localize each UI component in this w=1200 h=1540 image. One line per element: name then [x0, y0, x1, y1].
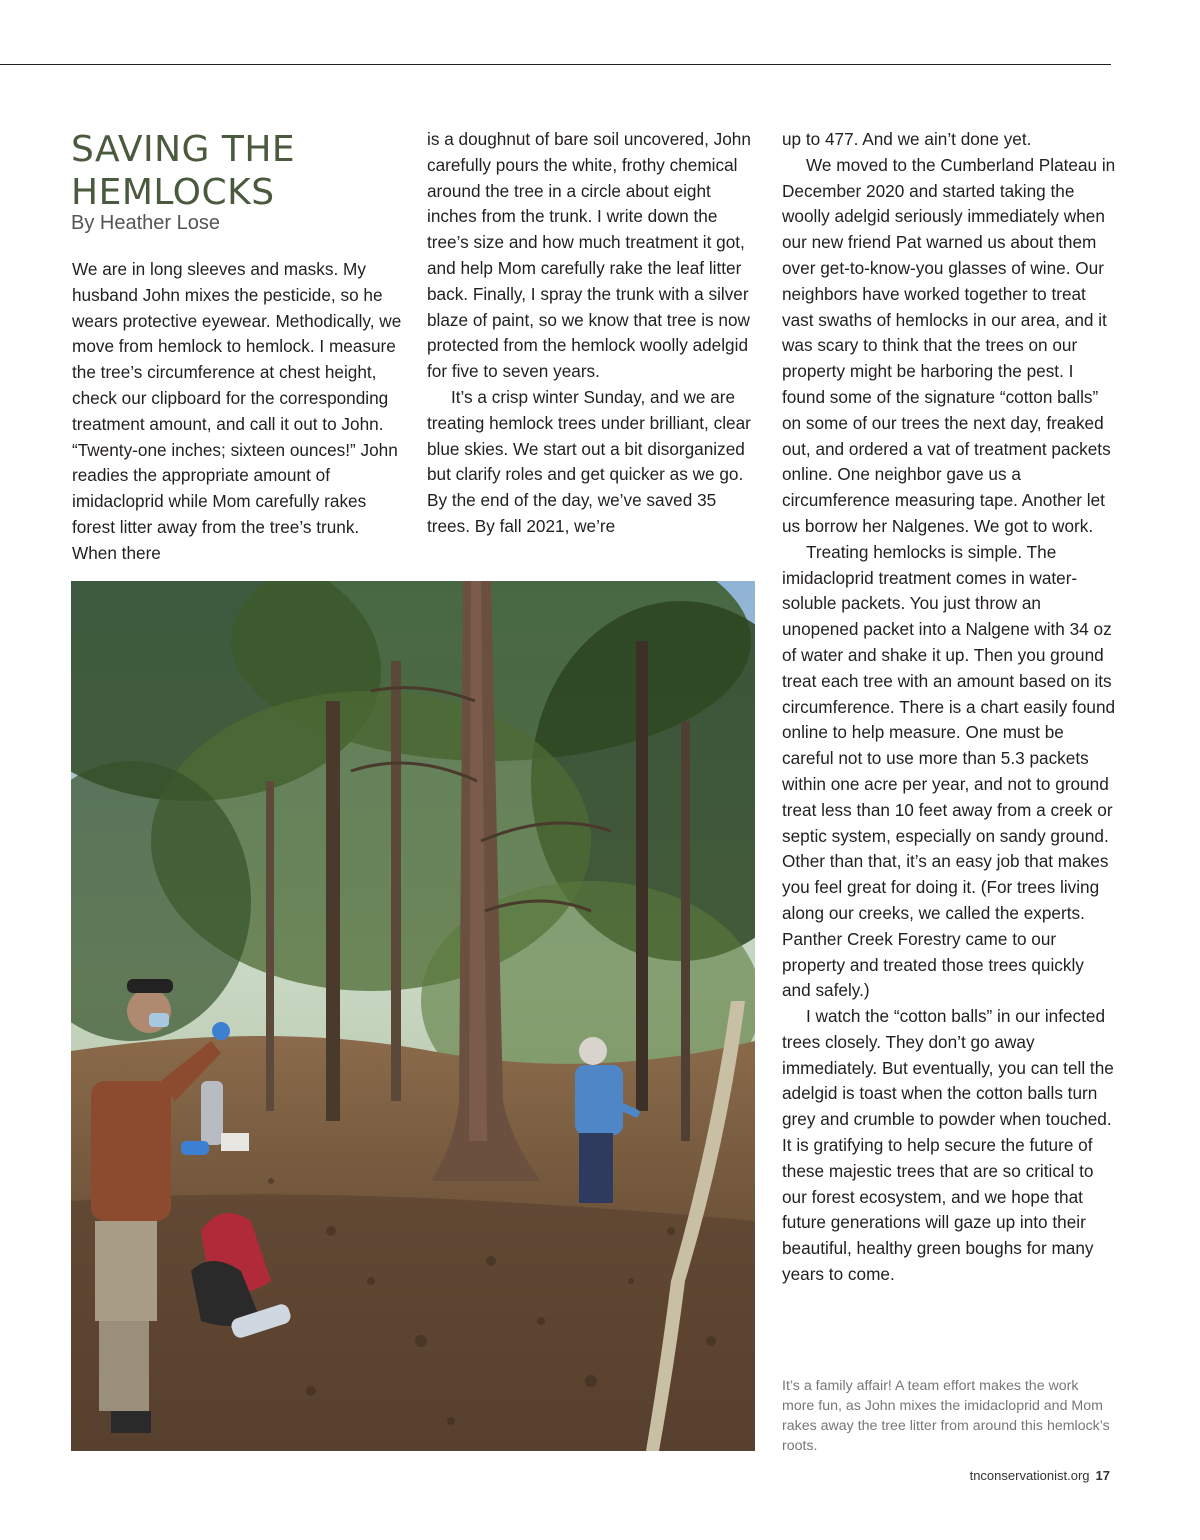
- paragraph: Treating hemlocks is simple. The imidacloprid treatment comes in water-soluble packets. You just throw an unopened packet into a Nalgene with 34 oz of water and shake it up. Then you ground treat each tree with an amount based on its circumference. There is a chart easily found online to help measure. One must be careful not to use more than 5.3 packets within one acre per year, and not to ground treat less than 10 feet away from a creek or septic system, especially on sandy ground. Other than that, it’s an easy job that makes you feel great for doing it. (For trees living along our creeks, we called the experts. Panther Creek Forestry came to our property and treated those trees quickly and safely.): [782, 541, 1116, 1001]
- top-rule: [0, 64, 1111, 65]
- paragraph: is a doughnut of bare soil uncovered, John carefully pours the white, frothy chemical around the tree in a circle about eight inches from the trunk. I write down the tree’s size and how much treatment it got, and help Mom carefully rake the leaf litter back. Finally, I spray the trunk with a silver blaze of paint, so we know that tree is now protected from the hemlock woolly adelgid for five to seven years.: [427, 129, 751, 382]
- paragraph: I watch the “cotton balls” in our infected trees closely. They don’t go away immediately. But eventually, you can tell the adelgid is toast when the cotton balls turn grey and crumble to powder when touched. It is gratifying to help secure the future of these majestic trees that are so critical to our forest ecosystem, and we hope that future generations will gaze up into their beautiful, healthy green boughs for many years to come.: [782, 1006, 1114, 1285]
- page-footer: [970, 1468, 1110, 1483]
- paragraph: up to 477. And we ain’t done yet.: [782, 129, 1032, 149]
- forest-photo: [71, 581, 755, 1451]
- site-url[interactable]: tnconservationist.org: [969, 1468, 1090, 1483]
- paragraph: It’s a crisp winter Sunday, and we are treating hemlock trees under brilliant, clear blue skies. We start out a bit disorganized but clarify roles and get quicker as we go. By the end of the day, we’ve saved 35 trees. By fall 2021, we’re: [427, 386, 751, 536]
- text-column-3: [782, 127, 1117, 1288]
- title-line-1: SAVING THE: [71, 129, 296, 170]
- page-number: 17: [1095, 1468, 1110, 1483]
- paragraph: We are in long sleeves and masks. My husband John mixes the pesticide, so he wears protective eyewear. Methodically, we move from hemlock to hemlock. I measure the tree’s circumference at chest height, check our clipboard for the corresponding treatment amount, and call it out to John. “Twenty-one inches; sixteen ounces!” John readies the appropriate amount of imidacloprid while Mom carefully rakes forest litter away from the tree’s trunk. When there: [72, 259, 402, 563]
- forest-photo-illustration: [71, 581, 755, 1451]
- paragraph: We moved to the Cumberland Plateau in December 2020 and started taking the woolly adelgid seriously immediately when our new friend Pat warned us about them over get-to-know-you glasses of wine. Our neighbors have worked together to treat vast swaths of hemlocks in our area, and it was scary to think that the trees on our property might be harboring the pest. I found some of the signature “cotton balls” on some of our trees the next day, freaked out, and ordered a vat of treatment packets online. One neighbor gave us a circumference measuring tape. Another let us borrow her Nalgenes. We got to work.: [782, 154, 1116, 536]
- byline: By Heather Lose: [71, 212, 220, 234]
- article-title: [71, 128, 411, 214]
- text-column-2: [427, 127, 757, 540]
- photo-caption: It’s a family affair! A team effort makes the work more fun, as John mixes the imidacloprid and Mom rakes away the tree litter from around this hemlock’s roots.: [782, 1378, 1110, 1454]
- title-line-2: HEMLOCKS: [71, 172, 275, 213]
- text-column-1: [72, 257, 402, 567]
